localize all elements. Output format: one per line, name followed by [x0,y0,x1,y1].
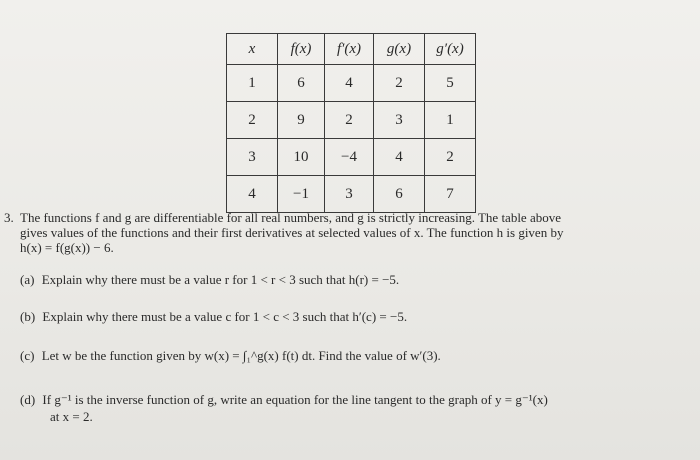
table-cell: 5 [425,65,476,102]
table-cell: 4 [227,176,278,213]
table-cell: 10 [278,139,325,176]
part-label: (b) [20,309,36,324]
table-cell: 3 [374,102,425,139]
table-header-row [227,34,476,65]
table-cell: 4 [374,139,425,176]
table-cell: 2 [325,102,374,139]
part-text: Explain why there must be a value r for 1 < r < 3 such that h(r) = −5. [41,272,400,287]
part-b [20,309,407,325]
part-a [20,272,399,288]
table-row [227,65,476,102]
intro-line: h(x) = f(g(x)) − 6. [20,240,114,255]
part-text: If g⁻¹ is the inverse function of g, write an equation for the line tangent to the graph of y = g⁻¹(x) [42,392,548,407]
table-cell: 6 [374,176,425,213]
table-cell: 2 [374,65,425,102]
problem-3 [4,210,694,255]
table-cell: 2 [227,102,278,139]
intro-line: gives values of the functions and their first derivatives at selected values of x. The function h is given by [20,225,564,240]
header-f: f(x) [278,34,325,65]
table-cell: −4 [325,139,374,176]
table-row [227,176,476,213]
header-g: g(x) [374,34,425,65]
problem-intro [20,210,694,255]
header-f-prime: f′(x) [325,34,374,65]
part-text: Explain why there must be a value c for 1 < c < 3 such that h′(c) = −5. [42,309,408,324]
table-cell: 2 [425,139,476,176]
table-cell: 3 [325,176,374,213]
part-text: at x = 2. [50,409,93,424]
table-cell: −1 [278,176,325,213]
table-row [227,102,476,139]
table-cell: 7 [425,176,476,213]
part-label: (d) [20,392,36,407]
table-cell: 1 [425,102,476,139]
part-c [20,348,441,364]
part-d-continuation [50,409,93,425]
table-cell: 6 [278,65,325,102]
table-cell: 9 [278,102,325,139]
table-row [227,139,476,176]
problem-number: 3. [4,210,14,225]
intro-line: The functions f and g are differentiable for all real numbers, and g is strictly increasing. The table above [20,210,561,225]
part-label: (c) [20,348,35,363]
table-cell: 1 [227,65,278,102]
part-d [20,392,548,408]
part-text: Let w be the function given by w(x) = ∫₁^g(x) f(t) dt. Find the value of w′(3). [41,348,441,363]
header-x: x [227,34,278,65]
table-cell: 4 [325,65,374,102]
part-label: (a) [20,272,35,287]
header-g-prime: g′(x) [425,34,476,65]
function-values-table [226,33,476,213]
table-cell: 3 [227,139,278,176]
